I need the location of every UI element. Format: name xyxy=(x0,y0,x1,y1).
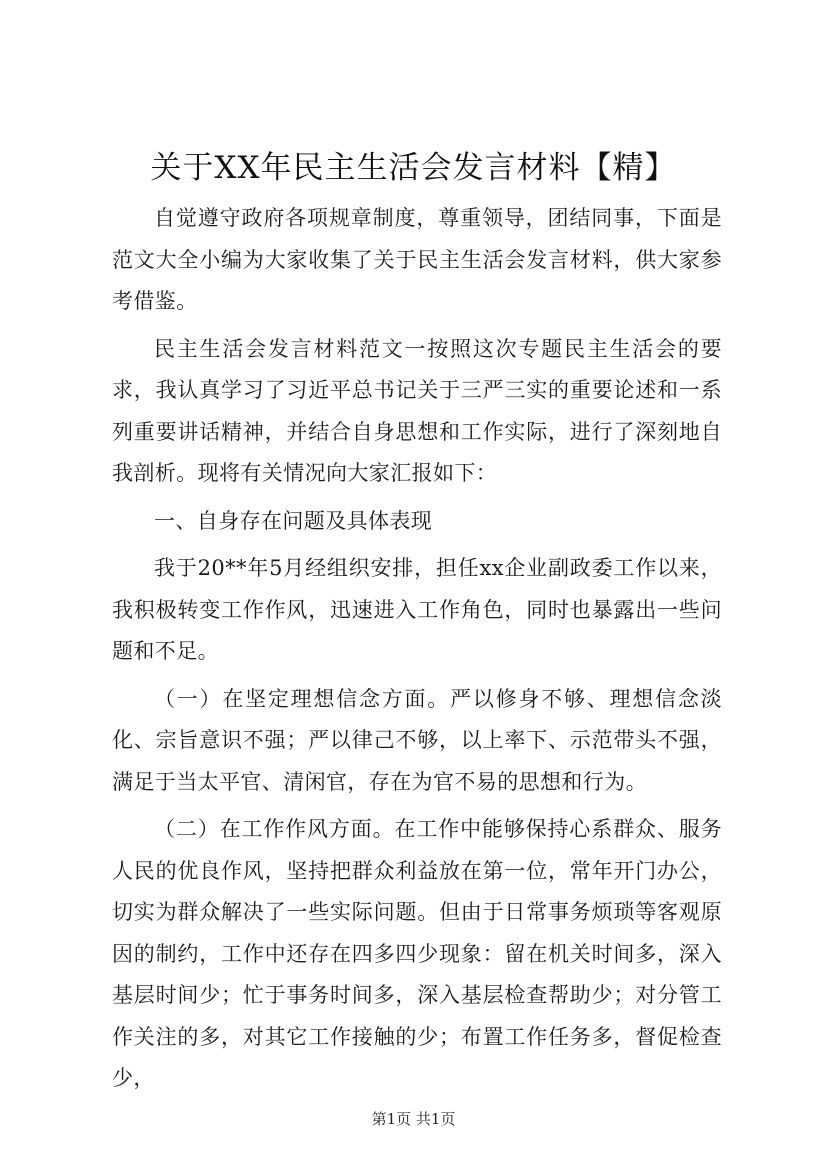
page-number-footer: 第1页 共1页 xyxy=(371,1110,456,1128)
paragraph-appointment: 我于20**年5月经组织安排，担任xx企业副政委工作以来，我积极转变工作作风，迅速进入工作角色，同时也暴露出一些问题和不足。 xyxy=(112,556,722,663)
document-body xyxy=(112,198,722,1106)
paragraph-sample-one: 民主生活会发言材料范文一按照这次专题民主生活会的要求，我认真学习了习近平总书记关于三严三实的重要论述和一系列重要讲话精神，并结合自身思想和工作实际，进行了深刻地自我剖析。现将有关情况向大家汇报如下： xyxy=(112,336,722,485)
paragraph-ideals-beliefs: （一）在坚定理想信念方面。严以修身不够、理想信念淡化、宗旨意识不强；严以律己不够，以上率下、示范带头不强，满足于当太平官、清闲官，存在为官不易的思想和行为。 xyxy=(112,686,722,794)
paragraph-work-style: （二）在工作作风方面。在工作中能够保持心系群众、服务人民的优良作风，坚持把群众利益放在第一位，常年开门办公，切实为群众解决了一些实际问题。但由于日常事务烦琐等客观原因的制约，工作中还存在四多四少现象：留在机关时间多，深入基层时间少；忙于事务时间多，深入基层检查帮助少；对分管工作关注的多，对其它工作接触的少；布置工作任务多，督促检查少， xyxy=(112,817,722,1090)
section-heading-problems: 一、自身存在问题及具体表现 xyxy=(154,508,433,533)
paragraph-intro: 自觉遵守政府各项规章制度，尊重领导，团结同事，下面是范文大全小编为大家收集了关于民主生活会发言材料，供大家参考借鉴。 xyxy=(112,206,722,313)
document-title: 关于XX年民主生活会发言材料【精】 xyxy=(150,150,677,186)
